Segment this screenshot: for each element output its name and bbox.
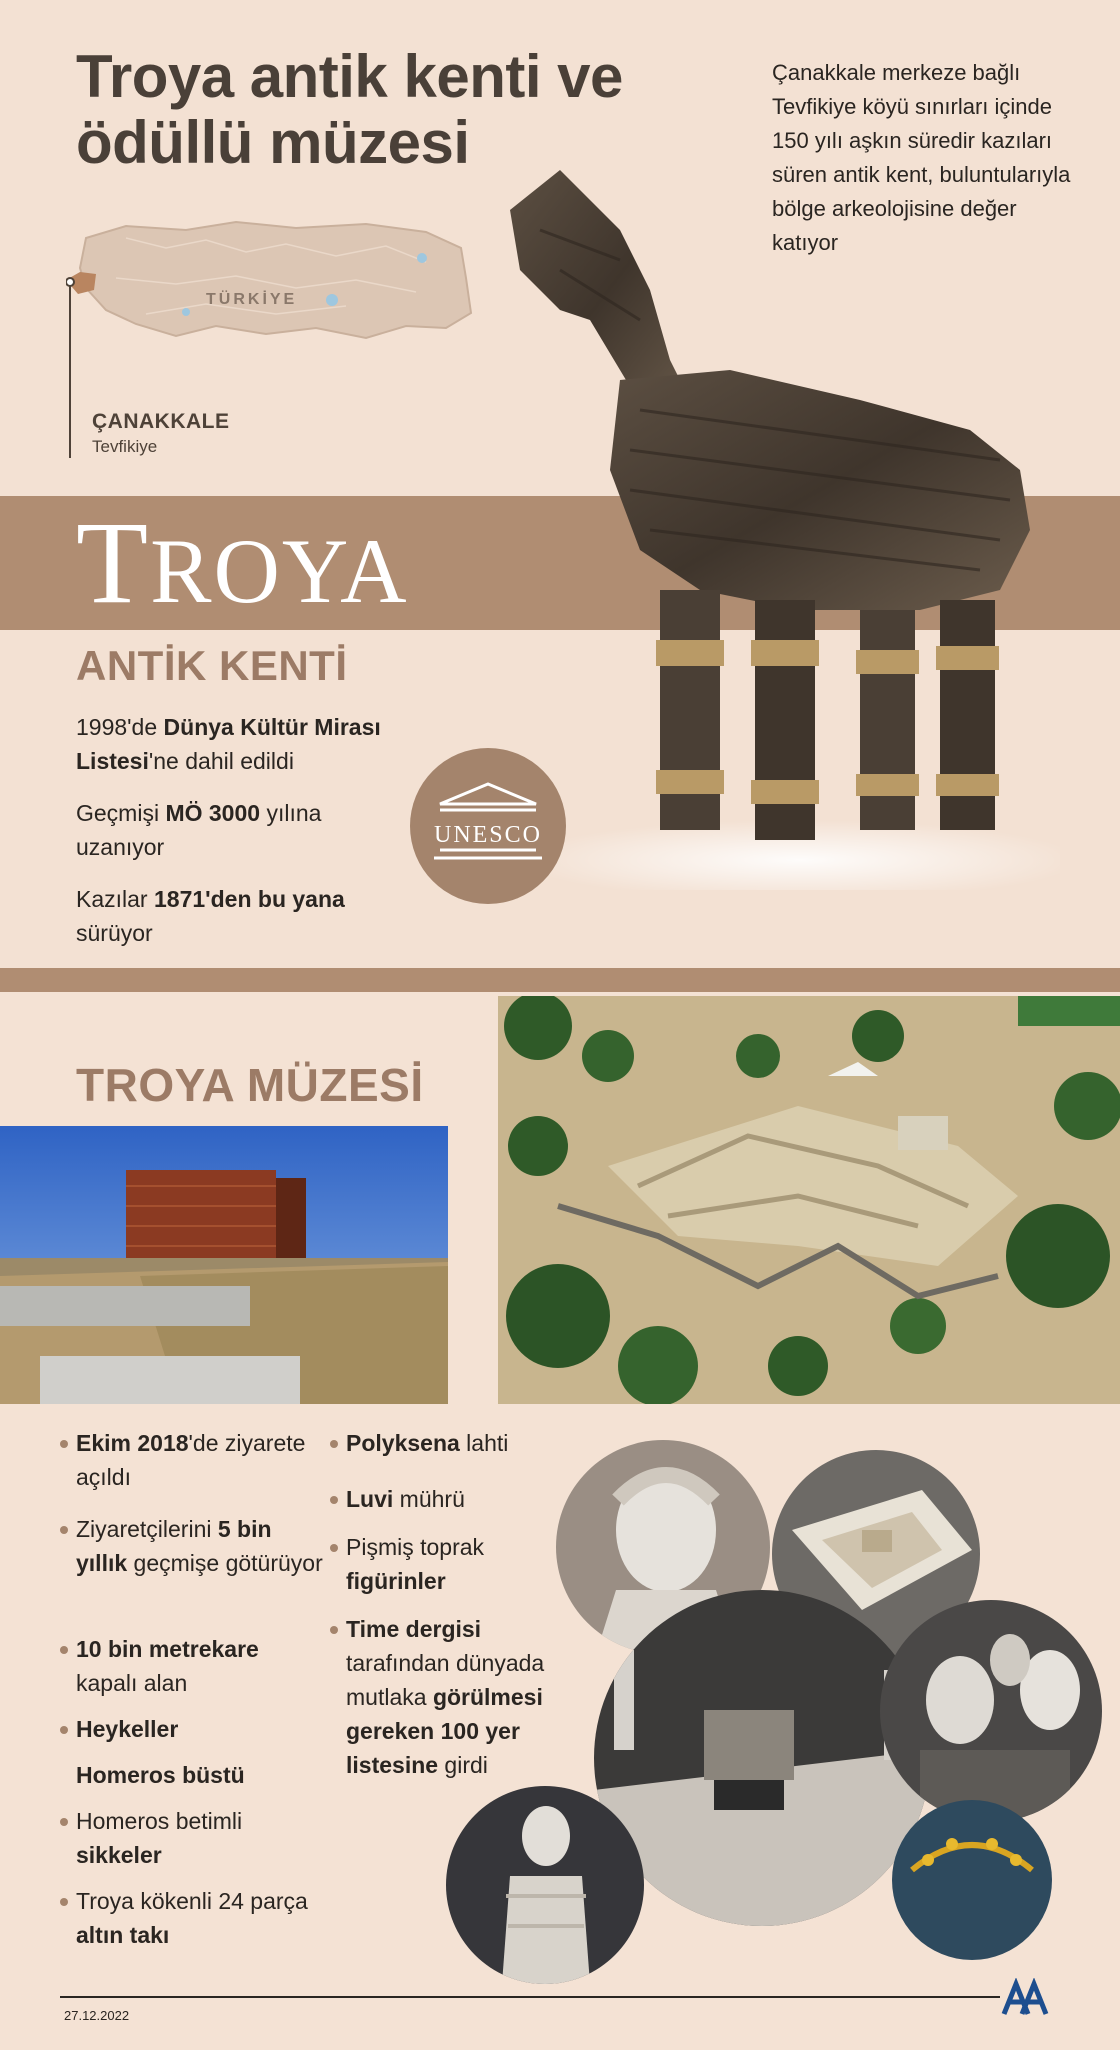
section-divider [0, 968, 1120, 992]
list-item [346, 1426, 576, 1460]
troya-heading [76, 497, 409, 634]
list-item [76, 1884, 326, 1952]
list-item-bold: Polyksena [346, 1430, 460, 1456]
sculpture-heads-photo [880, 1600, 1102, 1822]
fact-text: yılına uzanıyor [76, 800, 322, 860]
fact-text: Geçmişi [76, 800, 166, 826]
fact-history [76, 796, 416, 864]
list-item-bold: sikkeler [76, 1842, 162, 1868]
ancient-city-aerial-photo [498, 996, 1120, 1404]
page-title: Troya antik kenti ve ödüllü müzesi [76, 43, 623, 176]
list-item-bold: Luvi [346, 1486, 394, 1512]
list-item-bold: Homeros büstü [76, 1762, 245, 1788]
fact-text: Kazılar [76, 886, 154, 912]
list-item [76, 1632, 326, 1700]
list-item-bold: 10 bin metrekare [76, 1636, 259, 1662]
list-item-text: lahti [459, 1430, 509, 1456]
map-country-label: TÜRKİYE [206, 291, 298, 308]
list-item-bold: Time dergisi [346, 1616, 482, 1642]
museum-heading: TROYA MÜZESİ [76, 1059, 424, 1111]
list-item [346, 1612, 576, 1782]
list-item-text: kapalı alan [76, 1670, 188, 1696]
list-item [76, 1512, 326, 1580]
publish-date: 27.12.2022 [64, 2008, 130, 2023]
museum-building-photo [0, 1126, 448, 1404]
list-item-text: Ziyaretçilerini [76, 1516, 218, 1542]
list-item-text: girdi [438, 1752, 488, 1778]
list-item [346, 1530, 576, 1598]
list-item-text: geçmişe götürüyor [127, 1550, 323, 1576]
aa-logo-icon [1000, 1978, 1050, 2018]
list-item-bold: görülmesi gereken 100 yer listesine [346, 1684, 543, 1778]
fact-bold: 1871'den bu yana [153, 886, 345, 912]
list-item-bold: figürinler [346, 1568, 446, 1594]
list-item [76, 1712, 326, 1746]
statue-photo [446, 1786, 644, 1984]
list-item-bold: Ekim 2018 [76, 1430, 189, 1456]
fact-excavations [76, 882, 416, 950]
intro-text: Çanakkale merkeze bağlı Tevfikiye köyü sınırları içinde 150 yılı aşkın süredir kazıları süren antik kent, buluntularıyla bölge arkeolojisine değer katıyor [772, 60, 1071, 255]
list-item-bold: Heykeller [76, 1716, 179, 1742]
list-item-text: Homeros betimli [76, 1808, 243, 1834]
fact-text: sürüyor [76, 920, 153, 946]
list-item-bold: 5 bin yıllık [76, 1516, 272, 1576]
list-item [76, 1426, 326, 1494]
list-item-text: 'de ziyarete açıldı [76, 1430, 306, 1490]
list-item [346, 1482, 576, 1516]
troya-heading-initial: T [76, 497, 151, 628]
list-item-text: mührü [393, 1486, 465, 1512]
footer-line [60, 1996, 1000, 1998]
list-item-text: Troya kökenli 24 parça [76, 1888, 308, 1914]
city-label: ÇANAKKALE [92, 410, 230, 433]
list-item [76, 1758, 326, 1792]
fact-text: 'ne dahil edildi [148, 748, 294, 774]
list-item [76, 1804, 326, 1872]
fact-heritage [76, 710, 416, 778]
troya-heading-rest: ROYA [150, 520, 409, 622]
list-item-text: Pişmiş toprak [346, 1534, 485, 1560]
trojan-horse-image [500, 170, 1060, 890]
museum-interior-photo [594, 1590, 930, 1926]
unesco-label: UNESCO [433, 822, 543, 848]
fact-text: 1998'de [76, 714, 164, 740]
ancient-city-subtitle: ANTİK KENTİ [76, 642, 348, 689]
unesco-temple-icon [410, 748, 566, 904]
list-item-bold: altın takı [76, 1922, 170, 1948]
unesco-badge [410, 748, 566, 904]
fact-bold: Dünya Kültür Mirası Listesi [76, 714, 381, 774]
fact-bold: MÖ 3000 [165, 800, 261, 826]
gold-wreath-photo [892, 1800, 1052, 1960]
village-label: Tevfikiye [92, 437, 158, 456]
list-item-text: tarafından dünyada mutlaka [346, 1650, 545, 1710]
